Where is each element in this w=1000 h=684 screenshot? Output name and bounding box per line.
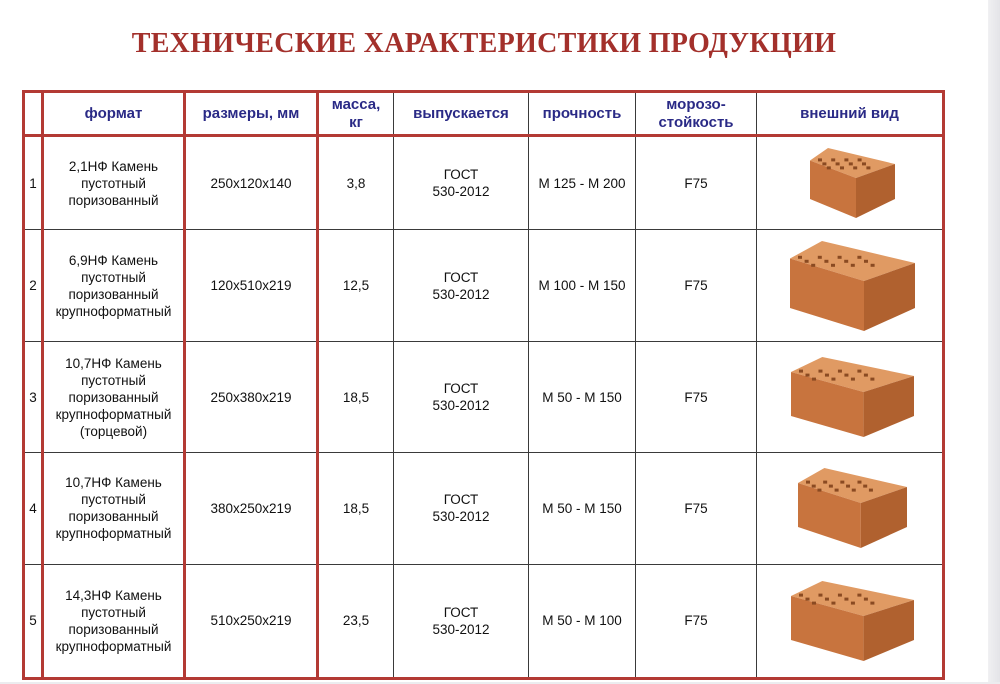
format-cell [43,230,185,341]
header-size: размеры, мм [185,92,318,136]
format-cell [43,453,185,564]
standard-line: ГОСТ [443,492,479,508]
look-cell [757,341,944,452]
size-cell: 250x380x219 [185,341,318,452]
scrollbar[interactable] [988,0,1000,684]
standard-line: ГОСТ [443,381,479,397]
header-mass-line1: масса, [331,95,381,113]
format-line: 10,7НФ Камень [65,475,162,491]
header-mass [318,92,394,136]
strength-cell: М 50 - М 150 [529,341,636,452]
look-cell [757,136,944,230]
standard-cell [394,136,529,230]
header-frost-line2: стойкость [658,113,734,131]
size-cell: 380x250x219 [185,453,318,564]
format-line: 6,9НФ Камень [68,252,159,268]
spec-table [22,90,945,680]
strength-cell: М 100 - М 150 [529,230,636,341]
format-line: поризованный [68,509,159,525]
standard-line: 530-2012 [432,286,490,302]
look-cell [757,564,944,678]
mass-cell: 18,5 [318,341,394,452]
header-row [24,92,944,136]
format-cell [43,136,185,230]
brick-icon [757,137,942,229]
format-line: пустотный [81,604,146,620]
header-strength: прочность [529,92,636,136]
row-number: 4 [24,453,43,564]
standard-line: 530-2012 [432,184,490,200]
format-line: 10,7НФ Камень [65,355,162,371]
format-line: крупноформатный [55,406,172,422]
row-number: 1 [24,136,43,230]
standard-line: 530-2012 [432,398,490,414]
format-line: крупноформатный [55,638,172,654]
table-row [24,453,944,564]
header-num [24,92,43,136]
frost-cell: F75 [636,136,757,230]
standard-cell [394,230,529,341]
header-frost [636,92,757,136]
look-cell [757,453,944,564]
standard-line: 530-2012 [432,509,490,525]
standard-line: ГОСТ [443,269,479,285]
standard-cell [394,564,529,678]
brick-icon [757,565,942,677]
format-cell [43,341,185,452]
size-cell: 510x250x219 [185,564,318,678]
standard-cell [394,341,529,452]
standard-line: 530-2012 [432,621,490,637]
frost-cell: F75 [636,453,757,564]
format-line: поризованный [68,286,159,302]
format-line: 14,3НФ Камень [65,587,162,603]
header-frost-line1: морозо- [666,95,726,113]
format-line: поризованный [68,192,159,208]
format-line: поризованный [68,389,159,405]
page-title: ТЕХНИЧЕСКИЕ ХАРАКТЕРИСТИКИ ПРОДУКЦИИ [131,28,837,59]
frost-cell: F75 [636,341,757,452]
brick-icon [757,342,942,452]
format-line: пустотный [81,269,146,285]
mass-cell: 23,5 [318,564,394,678]
mass-cell: 3,8 [318,136,394,230]
brick-icon [757,453,942,563]
format-line: пустотный [81,175,146,191]
format-line: крупноформатный [55,303,172,319]
header-standard: выпускается [394,92,529,136]
format-line: (торцевой) [79,423,148,439]
row-number: 3 [24,341,43,452]
header-mass-line2: кг [349,113,363,131]
mass-cell: 18,5 [318,453,394,564]
format-cell [43,564,185,678]
table-row [24,230,944,341]
table-row [24,341,944,452]
mass-cell: 12,5 [318,230,394,341]
format-line: 2,1НФ Камень [68,158,159,174]
frost-cell: F75 [636,230,757,341]
strength-cell: М 125 - М 200 [529,136,636,230]
row-number: 2 [24,230,43,341]
standard-line: ГОСТ [443,604,479,620]
header-format: формат [43,92,185,136]
strength-cell: М 50 - М 150 [529,453,636,564]
size-cell: 250x120x140 [185,136,318,230]
standard-cell [394,453,529,564]
format-line: пустотный [81,492,146,508]
frost-cell: F75 [636,564,757,678]
header-look: внешний вид [757,92,944,136]
format-line: поризованный [68,621,159,637]
look-cell [757,230,944,341]
format-line: крупноформатный [55,526,172,542]
format-line: пустотный [81,372,146,388]
brick-icon [757,230,942,340]
size-cell: 120x510x219 [185,230,318,341]
standard-line: ГОСТ [443,167,479,183]
strength-cell: М 50 - М 100 [529,564,636,678]
row-number: 5 [24,564,43,678]
table-row [24,136,944,230]
table-row [24,564,944,678]
